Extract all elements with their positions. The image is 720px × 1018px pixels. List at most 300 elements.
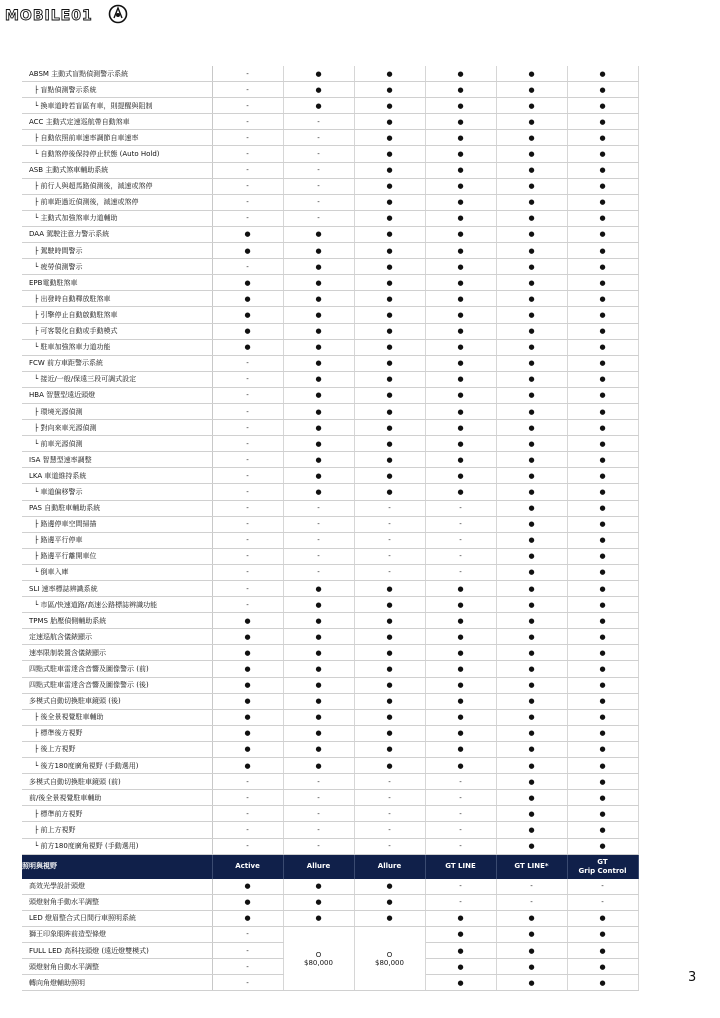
table-row <box>22 613 638 629</box>
cell: ● <box>567 436 638 452</box>
table-row <box>22 178 638 194</box>
table-row <box>22 146 638 162</box>
cell: ● <box>283 597 354 613</box>
cell: ● <box>425 82 496 98</box>
cell: - <box>212 162 283 178</box>
row-label: 前/後全景視覺駐車輔助 <box>22 790 212 806</box>
cell: - <box>212 371 283 387</box>
cell: ● <box>212 323 283 339</box>
cell: ● <box>212 307 283 323</box>
row-label: TPMS 胎壓偵側輔助系統 <box>22 613 212 629</box>
row-label: 四點式駐車雷達含音響及圖像警示 (前) <box>22 661 212 677</box>
cell: ● <box>496 323 567 339</box>
cell: ● <box>425 178 496 194</box>
cell: ● <box>354 910 425 926</box>
cell: ● <box>496 387 567 403</box>
cell: ● <box>567 629 638 645</box>
cell: - <box>212 926 283 942</box>
cell: ● <box>567 564 638 580</box>
table-row <box>22 403 638 419</box>
cell: ● <box>567 146 638 162</box>
row-label: ├ 駕駛時間警示 <box>22 243 212 259</box>
table-row <box>22 98 638 114</box>
cell: ● <box>354 178 425 194</box>
cell: - <box>354 838 425 854</box>
row-label: 高效光學設計頭燈 <box>22 879 212 895</box>
cell: ● <box>496 194 567 210</box>
cell: ● <box>425 259 496 275</box>
cell: ● <box>283 910 354 926</box>
col-header-active: Active <box>212 854 283 879</box>
cell: ● <box>425 403 496 419</box>
row-label: ├ 前上方視野 <box>22 822 212 838</box>
cell: ● <box>283 894 354 910</box>
cell: ● <box>354 243 425 259</box>
cell: - <box>354 806 425 822</box>
cell: ● <box>354 130 425 146</box>
cell: - <box>212 806 283 822</box>
cell: - <box>212 210 283 226</box>
cell: ● <box>212 291 283 307</box>
cell: ● <box>425 307 496 323</box>
cell: - <box>212 82 283 98</box>
row-label: └ 駐車加強煞車力道功能 <box>22 339 212 355</box>
cell: ● <box>567 926 638 942</box>
cell: - <box>425 838 496 854</box>
cell: ● <box>425 758 496 774</box>
cell: ● <box>283 629 354 645</box>
table-row <box>22 452 638 468</box>
cell: - <box>212 130 283 146</box>
cell: ● <box>425 130 496 146</box>
cell: ● <box>496 838 567 854</box>
cell: ● <box>425 484 496 500</box>
cell: ● <box>567 178 638 194</box>
cell: ● <box>354 291 425 307</box>
cell: ● <box>567 838 638 854</box>
cell: ● <box>567 194 638 210</box>
table-row <box>22 597 638 613</box>
cell: ● <box>425 339 496 355</box>
cell: - <box>283 178 354 194</box>
row-label: PAS 自動駐車輔助系統 <box>22 500 212 516</box>
cell: ● <box>425 677 496 693</box>
cell: ● <box>283 355 354 371</box>
cell: ● <box>354 894 425 910</box>
cell: - <box>283 210 354 226</box>
cell: - <box>354 564 425 580</box>
cell: ● <box>354 741 425 757</box>
cell: ● <box>283 420 354 436</box>
cell: ● <box>354 82 425 98</box>
table-row <box>22 194 638 210</box>
cell: ● <box>425 243 496 259</box>
cell: - <box>354 548 425 564</box>
cell: ● <box>425 226 496 242</box>
cell: ● <box>496 677 567 693</box>
col-header-gt-grip-control <box>567 854 638 879</box>
cell: ● <box>496 548 567 564</box>
cell: - <box>354 790 425 806</box>
cell: ● <box>283 741 354 757</box>
row-label: ├ 對向來車光源偵測 <box>22 420 212 436</box>
cell: ● <box>354 371 425 387</box>
cell: - <box>567 894 638 910</box>
cell: ● <box>425 420 496 436</box>
option-symbol: O <box>315 950 322 959</box>
table-row <box>22 210 638 226</box>
cell: ● <box>283 371 354 387</box>
cell: - <box>283 838 354 854</box>
table-row <box>22 548 638 564</box>
cell: ● <box>283 452 354 468</box>
row-label: ├ 前車距過近偵測後，減速或煞停 <box>22 194 212 210</box>
cell: ● <box>496 436 567 452</box>
cell: ● <box>283 581 354 597</box>
cell: ● <box>354 355 425 371</box>
cell: - <box>283 146 354 162</box>
row-label: LKA 車道維持系統 <box>22 468 212 484</box>
cell: - <box>283 516 354 532</box>
cell: - <box>425 532 496 548</box>
cell: ● <box>425 597 496 613</box>
cell: ● <box>496 307 567 323</box>
table-row <box>22 879 638 895</box>
table-row <box>22 323 638 339</box>
cell: ● <box>496 597 567 613</box>
cell: ● <box>354 307 425 323</box>
cell: ● <box>354 693 425 709</box>
cell: ● <box>425 645 496 661</box>
cell: ● <box>567 243 638 259</box>
cell: - <box>425 806 496 822</box>
cell: - <box>354 532 425 548</box>
cell: - <box>212 581 283 597</box>
table-row <box>22 790 638 806</box>
cell: ● <box>567 323 638 339</box>
lighting-rows <box>22 879 638 927</box>
cell: ● <box>567 98 638 114</box>
row-label: ├ 引擎停止自動啟動駐煞車 <box>22 307 212 323</box>
cell: ● <box>425 629 496 645</box>
row-label: 定速巡航含儀錶顯示 <box>22 629 212 645</box>
cell: - <box>283 162 354 178</box>
cell: ● <box>425 693 496 709</box>
cell: ● <box>496 709 567 725</box>
row-label: ├ 盲點偵測警示系統 <box>22 82 212 98</box>
cell: ● <box>354 436 425 452</box>
cell: ● <box>354 709 425 725</box>
row-label: DAA 駕駛注意力警示系統 <box>22 226 212 242</box>
cell: ● <box>212 226 283 242</box>
cell: ● <box>496 613 567 629</box>
table-row <box>22 66 638 82</box>
cell: ● <box>212 275 283 291</box>
cell: ● <box>567 661 638 677</box>
cell: ● <box>212 709 283 725</box>
cell: ● <box>283 339 354 355</box>
cell: - <box>212 790 283 806</box>
cell: ● <box>212 629 283 645</box>
cell: ● <box>425 661 496 677</box>
lighting-option-rows <box>22 926 638 990</box>
row-label: SLI 速率標誌辨識系統 <box>22 581 212 597</box>
cell: ● <box>212 613 283 629</box>
cell: ● <box>354 725 425 741</box>
cell: - <box>212 532 283 548</box>
cell: ● <box>283 275 354 291</box>
cell: ● <box>567 420 638 436</box>
cell: ● <box>283 82 354 98</box>
cell: ● <box>354 339 425 355</box>
table-row <box>22 500 638 516</box>
row-label: ├ 路邊停車空間掃描 <box>22 516 212 532</box>
cell: ● <box>567 581 638 597</box>
cell: ● <box>425 959 496 975</box>
cell: - <box>212 548 283 564</box>
table-row <box>22 516 638 532</box>
cell: ● <box>567 677 638 693</box>
cell: ● <box>283 645 354 661</box>
cell: ● <box>283 677 354 693</box>
cell: ● <box>354 420 425 436</box>
cell: ● <box>354 452 425 468</box>
table-row <box>22 581 638 597</box>
cell: - <box>212 500 283 516</box>
row-label: └ 主動式加強煞車力道輔助 <box>22 210 212 226</box>
cell: ● <box>354 114 425 130</box>
lighting-section <box>22 854 638 879</box>
cell: ● <box>567 226 638 242</box>
cell: ● <box>496 178 567 194</box>
cell: ● <box>567 114 638 130</box>
row-label: ASB 主動式煞車輔助系統 <box>22 162 212 178</box>
table-row <box>22 910 638 926</box>
cell: - <box>425 564 496 580</box>
cell: ● <box>496 741 567 757</box>
cell: - <box>283 806 354 822</box>
cell: ● <box>425 162 496 178</box>
cell: - <box>212 146 283 162</box>
row-label: 轉向角燈輔助照明 <box>22 975 212 991</box>
cell: ● <box>567 975 638 991</box>
cell: ● <box>212 879 283 895</box>
cell: ● <box>567 291 638 307</box>
table-row <box>22 822 638 838</box>
cell: ● <box>567 709 638 725</box>
table-row <box>22 226 638 242</box>
cell: - <box>283 774 354 790</box>
col-header-grip-control: Grip Control <box>578 866 627 875</box>
table-row <box>22 355 638 371</box>
table-row <box>22 387 638 403</box>
row-label: ├ 前行人與超馬路偵測後，減速或煞停 <box>22 178 212 194</box>
cell: ● <box>425 910 496 926</box>
cell: ● <box>567 758 638 774</box>
cell: ● <box>283 709 354 725</box>
cell: - <box>212 66 283 82</box>
cell: ● <box>425 942 496 958</box>
cell: ● <box>496 581 567 597</box>
cell: ● <box>425 581 496 597</box>
cell: ● <box>354 403 425 419</box>
table-row <box>22 162 638 178</box>
cell: ● <box>354 581 425 597</box>
cell: ● <box>354 323 425 339</box>
cell: - <box>283 194 354 210</box>
cell: ● <box>425 323 496 339</box>
cell: ● <box>212 339 283 355</box>
safety-features-section <box>22 66 638 854</box>
cell: ● <box>283 613 354 629</box>
option-symbol: O <box>386 950 393 959</box>
cell: - <box>212 98 283 114</box>
cell: ● <box>354 259 425 275</box>
cell: - <box>425 790 496 806</box>
cell: - <box>354 822 425 838</box>
cell: ● <box>567 66 638 82</box>
cell: ● <box>212 661 283 677</box>
cell: ● <box>496 500 567 516</box>
row-label: ├ 環境光源偵測 <box>22 403 212 419</box>
table-row <box>22 758 638 774</box>
cell: ● <box>283 387 354 403</box>
col-header-gt-line-star: GT LINE* <box>496 854 567 879</box>
cell: ● <box>354 879 425 895</box>
cell: ● <box>567 532 638 548</box>
cell: - <box>212 484 283 500</box>
cell: ● <box>212 894 283 910</box>
table-row <box>22 420 638 436</box>
cell: ● <box>283 693 354 709</box>
cell: ● <box>212 758 283 774</box>
cell: ● <box>283 259 354 275</box>
cell: - <box>212 975 283 991</box>
cell: - <box>212 403 283 419</box>
row-label: └ 車道偏移警示 <box>22 484 212 500</box>
cell: ● <box>496 959 567 975</box>
row-label: ABSM 主動式盲點偵測警示系統 <box>22 66 212 82</box>
row-label: └ 自動煞停後保持停止狀態 (Auto Hold) <box>22 146 212 162</box>
cell: ● <box>425 146 496 162</box>
row-label: └ 疲勞偵測警示 <box>22 259 212 275</box>
cell: ● <box>354 194 425 210</box>
cell: ● <box>283 484 354 500</box>
table-row <box>22 371 638 387</box>
cell: ● <box>567 452 638 468</box>
cell: ● <box>425 194 496 210</box>
cell: ● <box>425 613 496 629</box>
option-price: $80,000 <box>304 958 333 967</box>
section-header-row <box>22 854 638 879</box>
cell: ● <box>354 468 425 484</box>
cell: - <box>212 774 283 790</box>
cell: ● <box>567 548 638 564</box>
cell: ● <box>354 758 425 774</box>
cell: ● <box>283 66 354 82</box>
cell: - <box>212 355 283 371</box>
cell: ● <box>283 725 354 741</box>
cell: - <box>212 259 283 275</box>
cell: ● <box>567 725 638 741</box>
page-number: 3 <box>688 970 697 985</box>
cell: ● <box>496 910 567 926</box>
table-row <box>22 532 638 548</box>
table-row <box>22 468 638 484</box>
cell: - <box>283 130 354 146</box>
cell: ● <box>212 645 283 661</box>
row-label: └ 倒車入庫 <box>22 564 212 580</box>
row-label: 速率限制裝置含儀錶顯示 <box>22 645 212 661</box>
cell: - <box>212 597 283 613</box>
row-label: 多模式自動切換駐車鏡頭 (後) <box>22 693 212 709</box>
cell: - <box>212 468 283 484</box>
cell: ● <box>496 162 567 178</box>
table-row <box>22 629 638 645</box>
cell: ● <box>567 693 638 709</box>
row-label: ├ 出發時自動釋放駐煞車 <box>22 291 212 307</box>
cell: ● <box>496 355 567 371</box>
row-label: └ 前方180度廣角視野 (手動選用) <box>22 838 212 854</box>
cell: ● <box>496 790 567 806</box>
cell: ● <box>354 146 425 162</box>
cell: ● <box>567 516 638 532</box>
option-price-allure <box>283 926 354 990</box>
cell: ● <box>425 468 496 484</box>
row-label: HBA 智慧型遠近頭燈 <box>22 387 212 403</box>
cell: ● <box>496 291 567 307</box>
section-title: 照明與視野 <box>22 854 212 879</box>
cell: - <box>283 548 354 564</box>
table-row <box>22 774 638 790</box>
cell: - <box>425 879 496 895</box>
row-label: ├ 可客製化自動或手動模式 <box>22 323 212 339</box>
cell: - <box>212 516 283 532</box>
row-label: ├ 路邊平行停車 <box>22 532 212 548</box>
cell: - <box>425 548 496 564</box>
cell: ● <box>283 468 354 484</box>
cell: ● <box>567 355 638 371</box>
table-row <box>22 130 638 146</box>
cell: - <box>283 532 354 548</box>
table-row <box>22 661 638 677</box>
cell: ● <box>283 291 354 307</box>
col-header-allure: Allure <box>283 854 354 879</box>
cell: ● <box>354 210 425 226</box>
cell: ● <box>354 162 425 178</box>
cell: ● <box>212 725 283 741</box>
cell: ● <box>496 758 567 774</box>
cell: ● <box>283 758 354 774</box>
table-row <box>22 926 638 942</box>
cell: ● <box>567 259 638 275</box>
row-label: ├ 標準前方視野 <box>22 806 212 822</box>
table-row <box>22 307 638 323</box>
cell: ● <box>496 484 567 500</box>
cell: - <box>354 774 425 790</box>
table-row <box>22 275 638 291</box>
cell: ● <box>567 307 638 323</box>
cell: ● <box>354 629 425 645</box>
cell: ● <box>567 597 638 613</box>
cell: - <box>212 194 283 210</box>
cell: ● <box>567 822 638 838</box>
row-label: ├ 後全景視覺駐車輔助 <box>22 709 212 725</box>
table-row <box>22 243 638 259</box>
cell: - <box>283 564 354 580</box>
cell: - <box>567 879 638 895</box>
cell: - <box>425 774 496 790</box>
